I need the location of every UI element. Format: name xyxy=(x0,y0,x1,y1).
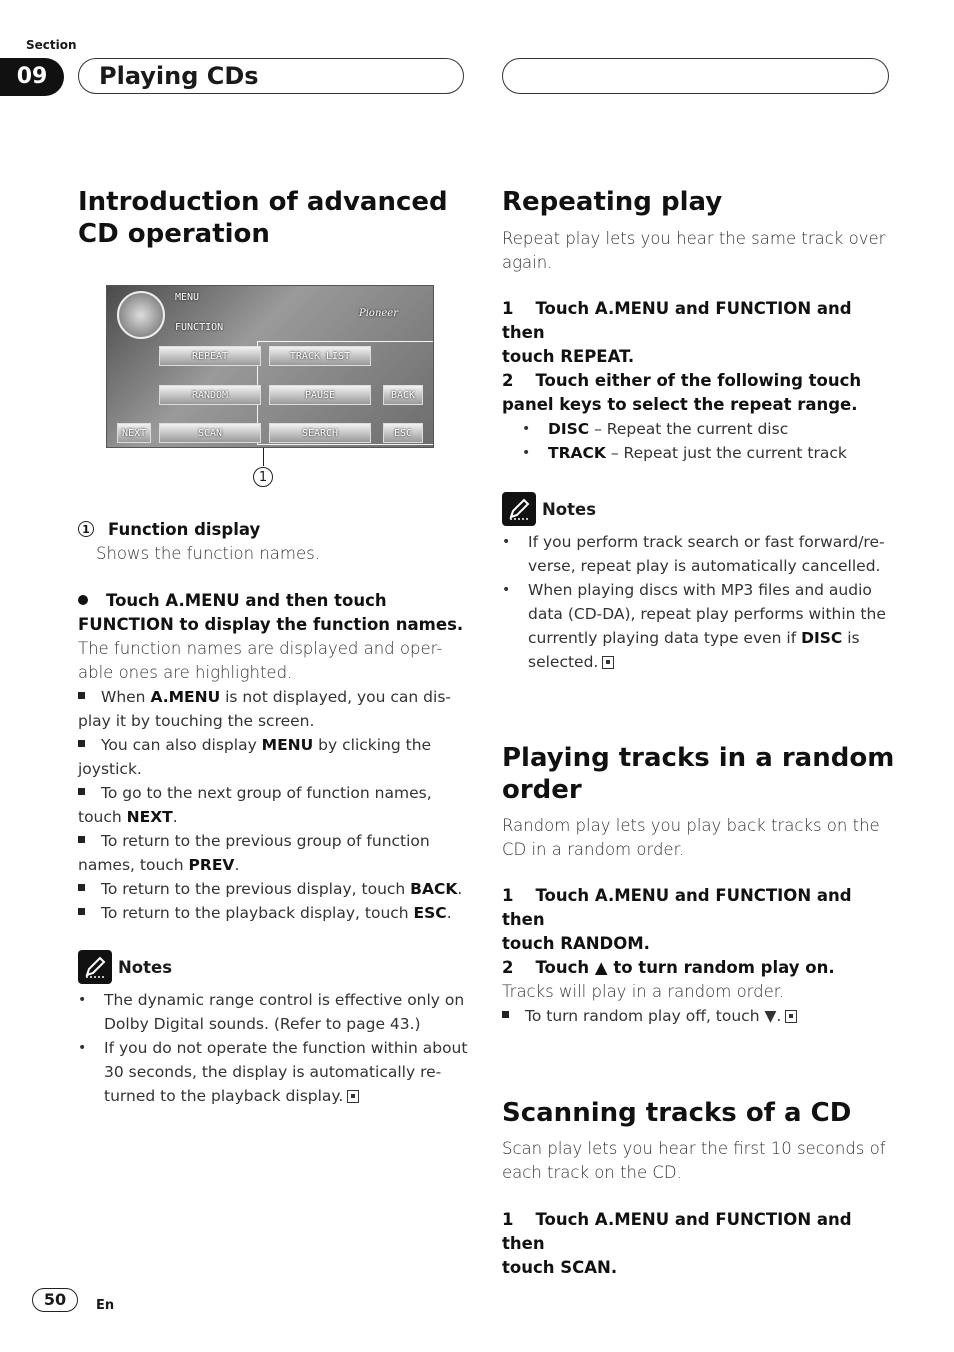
intro-notes-heading xyxy=(78,950,172,984)
tip-item-cont: names, touch PREV. xyxy=(78,856,240,874)
intro-notes-list xyxy=(78,988,470,1108)
random-step2: 2 Touch ▲ to turn random play on. Tracks will play in a random order. To turn random play off, touch ▼. xyxy=(502,956,894,1028)
screen-back-button[interactable]: BACK xyxy=(383,385,423,405)
screen-menu-label: MENU xyxy=(175,292,200,303)
intro-step xyxy=(78,589,468,685)
end-mark-icon xyxy=(785,1010,797,1023)
section-number-badge: 09 xyxy=(0,58,64,96)
intro-notes-title: Notes xyxy=(118,957,173,977)
intro-heading xyxy=(78,186,448,250)
scan-intro: Scan play lets you hear the first 10 seconds of each track on the CD. xyxy=(502,1139,886,1182)
legend-number: 1 xyxy=(78,521,94,537)
page-number: 50 xyxy=(32,1288,78,1312)
screen-search-button[interactable]: SEARCH xyxy=(269,423,371,443)
repeat-notes-title: Notes xyxy=(542,499,597,519)
random-intro: Random play lets you play back tracks on the CD in a random order. xyxy=(502,816,880,859)
repeat-notes-heading xyxy=(502,492,596,526)
legend-title: Function display xyxy=(108,520,261,539)
repeat-heading: Repeating play xyxy=(502,187,723,217)
notes-pencil-icon xyxy=(78,950,112,984)
repeat-options xyxy=(522,417,892,465)
repeat-desc-line1: Repeat play lets you hear the same track over xyxy=(502,229,886,248)
tip-item: To go to the next group of function names, xyxy=(78,781,468,805)
chapter-title: Playing CDs xyxy=(99,62,259,90)
note-item: • If you do not operate the function within about 30 seconds, the display is automatically re- turned to the playback display. xyxy=(78,1036,470,1108)
callout-legend xyxy=(78,518,468,566)
tip-item-cont: play it by touching the screen. xyxy=(78,712,315,730)
square-bullet-icon xyxy=(78,740,85,747)
screen-repeat-button[interactable]: REPEAT xyxy=(159,346,261,366)
random-heading-line2: order xyxy=(502,775,582,805)
bullet-dot-icon xyxy=(78,595,88,605)
screen-track-list-button[interactable]: TRACK LIST xyxy=(269,346,371,366)
scan-heading: Scanning tracks of a CD xyxy=(502,1098,852,1128)
square-bullet-icon xyxy=(78,884,85,891)
repeat-desc-line2: again. xyxy=(502,253,553,272)
tip-item: To return to the previous display, touch BACK. xyxy=(78,877,468,901)
disc-logo-icon xyxy=(117,291,165,339)
function-display-screenshot xyxy=(106,285,434,448)
random-step1: 1 Touch A.MENU and FUNCTION and then touch RANDOM. xyxy=(502,886,852,953)
square-bullet-icon xyxy=(78,788,85,795)
scan-step1: 1 Touch A.MENU and FUNCTION and then touch SCAN. xyxy=(502,1210,852,1277)
tip-item-cont: touch NEXT. xyxy=(78,808,178,826)
tip-item-cont: joystick. xyxy=(78,760,142,778)
screen-esc-button[interactable]: ESC xyxy=(383,423,423,443)
repeat-option: • DISC – Repeat the current disc xyxy=(522,417,892,441)
random-heading-line1: Playing tracks in a random xyxy=(502,743,895,773)
intro-step-desc-line2: able ones are highlighted. xyxy=(78,663,293,682)
end-mark-icon xyxy=(347,1090,359,1103)
tip-item: To return to the previous group of function xyxy=(78,829,468,853)
screen-function-label: FUNCTION xyxy=(175,322,224,333)
notes-pencil-icon xyxy=(502,492,536,526)
callout-line xyxy=(263,448,264,466)
intro-heading-line2: CD operation xyxy=(78,219,270,249)
tip-item: To return to the playback display, touch ESC. xyxy=(78,901,468,925)
screen-next-button[interactable]: NEXT xyxy=(117,423,151,443)
tip-item: When A.MENU is not displayed, you can dis- xyxy=(78,685,468,709)
legend-description: Shows the function names. xyxy=(96,544,320,563)
section-label: Section xyxy=(26,38,77,52)
screen-random-button[interactable]: RANDOM xyxy=(159,385,261,405)
square-bullet-icon xyxy=(502,1011,509,1018)
square-bullet-icon xyxy=(78,692,85,699)
square-bullet-icon xyxy=(78,908,85,915)
square-bullet-icon xyxy=(78,836,85,843)
note-item: • When playing discs with MP3 files and audio data (CD-DA), repeat play performs within the currently playing data type even if DISC is selected. xyxy=(502,578,894,674)
tip-item: You can also display MENU by clicking the xyxy=(78,733,468,757)
intro-step-line1: Touch A.MENU and then touch xyxy=(106,591,387,610)
repeat-step1: 1 Touch A.MENU and FUNCTION and then touch REPEAT. xyxy=(502,299,852,366)
intro-tips xyxy=(78,685,468,925)
empty-header-box xyxy=(502,58,889,94)
repeat-intro xyxy=(502,227,894,275)
callout-number: 1 xyxy=(253,467,273,487)
intro-heading-line1: Introduction of advanced xyxy=(78,187,448,217)
note-item: • The dynamic range control is effective only on Dolby Digital sounds. (Refer to page 43.) xyxy=(78,988,470,1036)
screen-scan-button[interactable]: SCAN xyxy=(159,423,261,443)
end-mark-icon xyxy=(602,656,614,669)
note-item: • If you perform track search or fast forward/re- verse, repeat play is automatically cancelled. xyxy=(502,530,894,578)
screen-brand-logo: Pioneer xyxy=(359,308,399,319)
repeat-step2: 2 Touch either of the following touch panel keys to select the repeat range. xyxy=(502,371,862,414)
screen-pause-button[interactable]: PAUSE xyxy=(269,385,371,405)
language-code: En xyxy=(96,1298,115,1313)
chapter-title-box xyxy=(78,58,464,94)
repeat-notes-list xyxy=(502,530,894,674)
intro-step-desc-line1: The function names are displayed and oper- xyxy=(78,639,443,658)
intro-step-line2: FUNCTION to display the function names. xyxy=(78,615,464,634)
random-heading xyxy=(502,742,894,806)
random-tip: To turn random play off, touch ▼. xyxy=(502,1004,894,1028)
repeat-option: • TRACK – Repeat just the current track xyxy=(522,441,892,465)
